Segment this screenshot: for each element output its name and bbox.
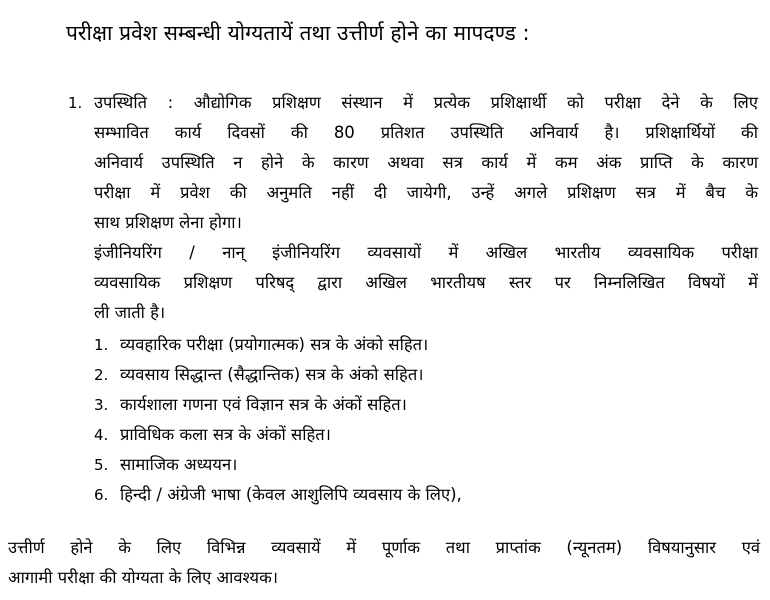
subject-list [94,330,754,510]
list-item-text: प्राविधिक कला सत्र के अंकों सहित। [120,425,331,444]
item-number: 1. [68,94,83,112]
list-item-text: व्यवहारिक परीक्षा (प्रयोगात्मक) सत्र के अंको सहित। [120,335,429,354]
list-item [94,390,754,420]
paragraph-line: सम्भावित कार्य दिवसों की 80 प्रतिशत उपस्थिति अनिवार्य है। प्रशिक्षार्थियों की [94,123,758,142]
page-title: परीक्षा प्रवेश सम्बन्धी योग्यतायें तथा उत्तीर्ण होने का मापदण्ड : [66,21,530,45]
paragraph-line: अनिवार्य उपस्थिति न होने के कारण अथवा सत्र कार्य में कम अंक प्राप्ति के कारण [94,153,758,172]
list-item-text: सामाजिक अध्ययन। [120,455,238,474]
attendance-paragraph [94,88,758,238]
list-item-number: 4. [94,426,109,444]
list-item [94,420,754,450]
paragraph-line: साथ प्रशिक्षण लेना होगा। [94,213,242,232]
list-item-number: 3. [94,396,109,414]
paragraph-line: परीक्षा में प्रवेश की अनुमति नहीं दी जायेगी, उन्हें अगले प्रशिक्षण सत्र में बैच के [94,183,758,202]
list-item-number: 6. [94,486,109,504]
examination-note-paragraph [94,238,758,328]
list-item-number: 5. [94,456,109,474]
list-item-text: कार्यशाला गणना एवं विज्ञान सत्र के अंकों सहित। [120,395,407,414]
list-item [94,330,754,360]
paragraph-line: आगामी परीक्षा की योग्यता के लिए आवश्यक। [8,568,279,587]
passing-criteria-paragraph [8,533,760,593]
list-item-text: हिन्दी / अंग्रेजी भाषा (केवल आशुलिपि व्यवसाय के लिए), [120,485,462,504]
list-item-number: 1. [94,336,109,354]
list-item-text: व्यवसाय सिद्धान्त (सैद्धान्तिक) सत्र के अंको सहित। [120,365,424,384]
paragraph-line: इंजीनियरिंग / नान् इंजीनियरिंग व्यवसायों में अखिल भारतीय व्यवसायिक परीक्षा [94,243,758,262]
list-item-number: 2. [94,366,109,384]
paragraph-line: उत्तीर्ण होने के लिए विभिन्न व्यवसायें में पूर्णाक तथा प्राप्तांक (न्यूनतम) विषयानुसार एवं [8,538,760,557]
paragraph-line: ली जाती है। [94,303,166,322]
paragraph-line: उपस्थिति : औद्योगिक प्रशिक्षण संस्थान में प्रत्येक प्रशिक्षार्थी को परीक्षा देने के लिए [94,93,758,112]
list-item [94,480,754,510]
paragraph-line: व्यवसायिक प्रशिक्षण परिषद् द्वारा अखिल भारतीयष स्तर पर निम्नलिखित विषयों में [94,273,758,292]
list-item [94,450,754,480]
list-item [94,360,754,390]
